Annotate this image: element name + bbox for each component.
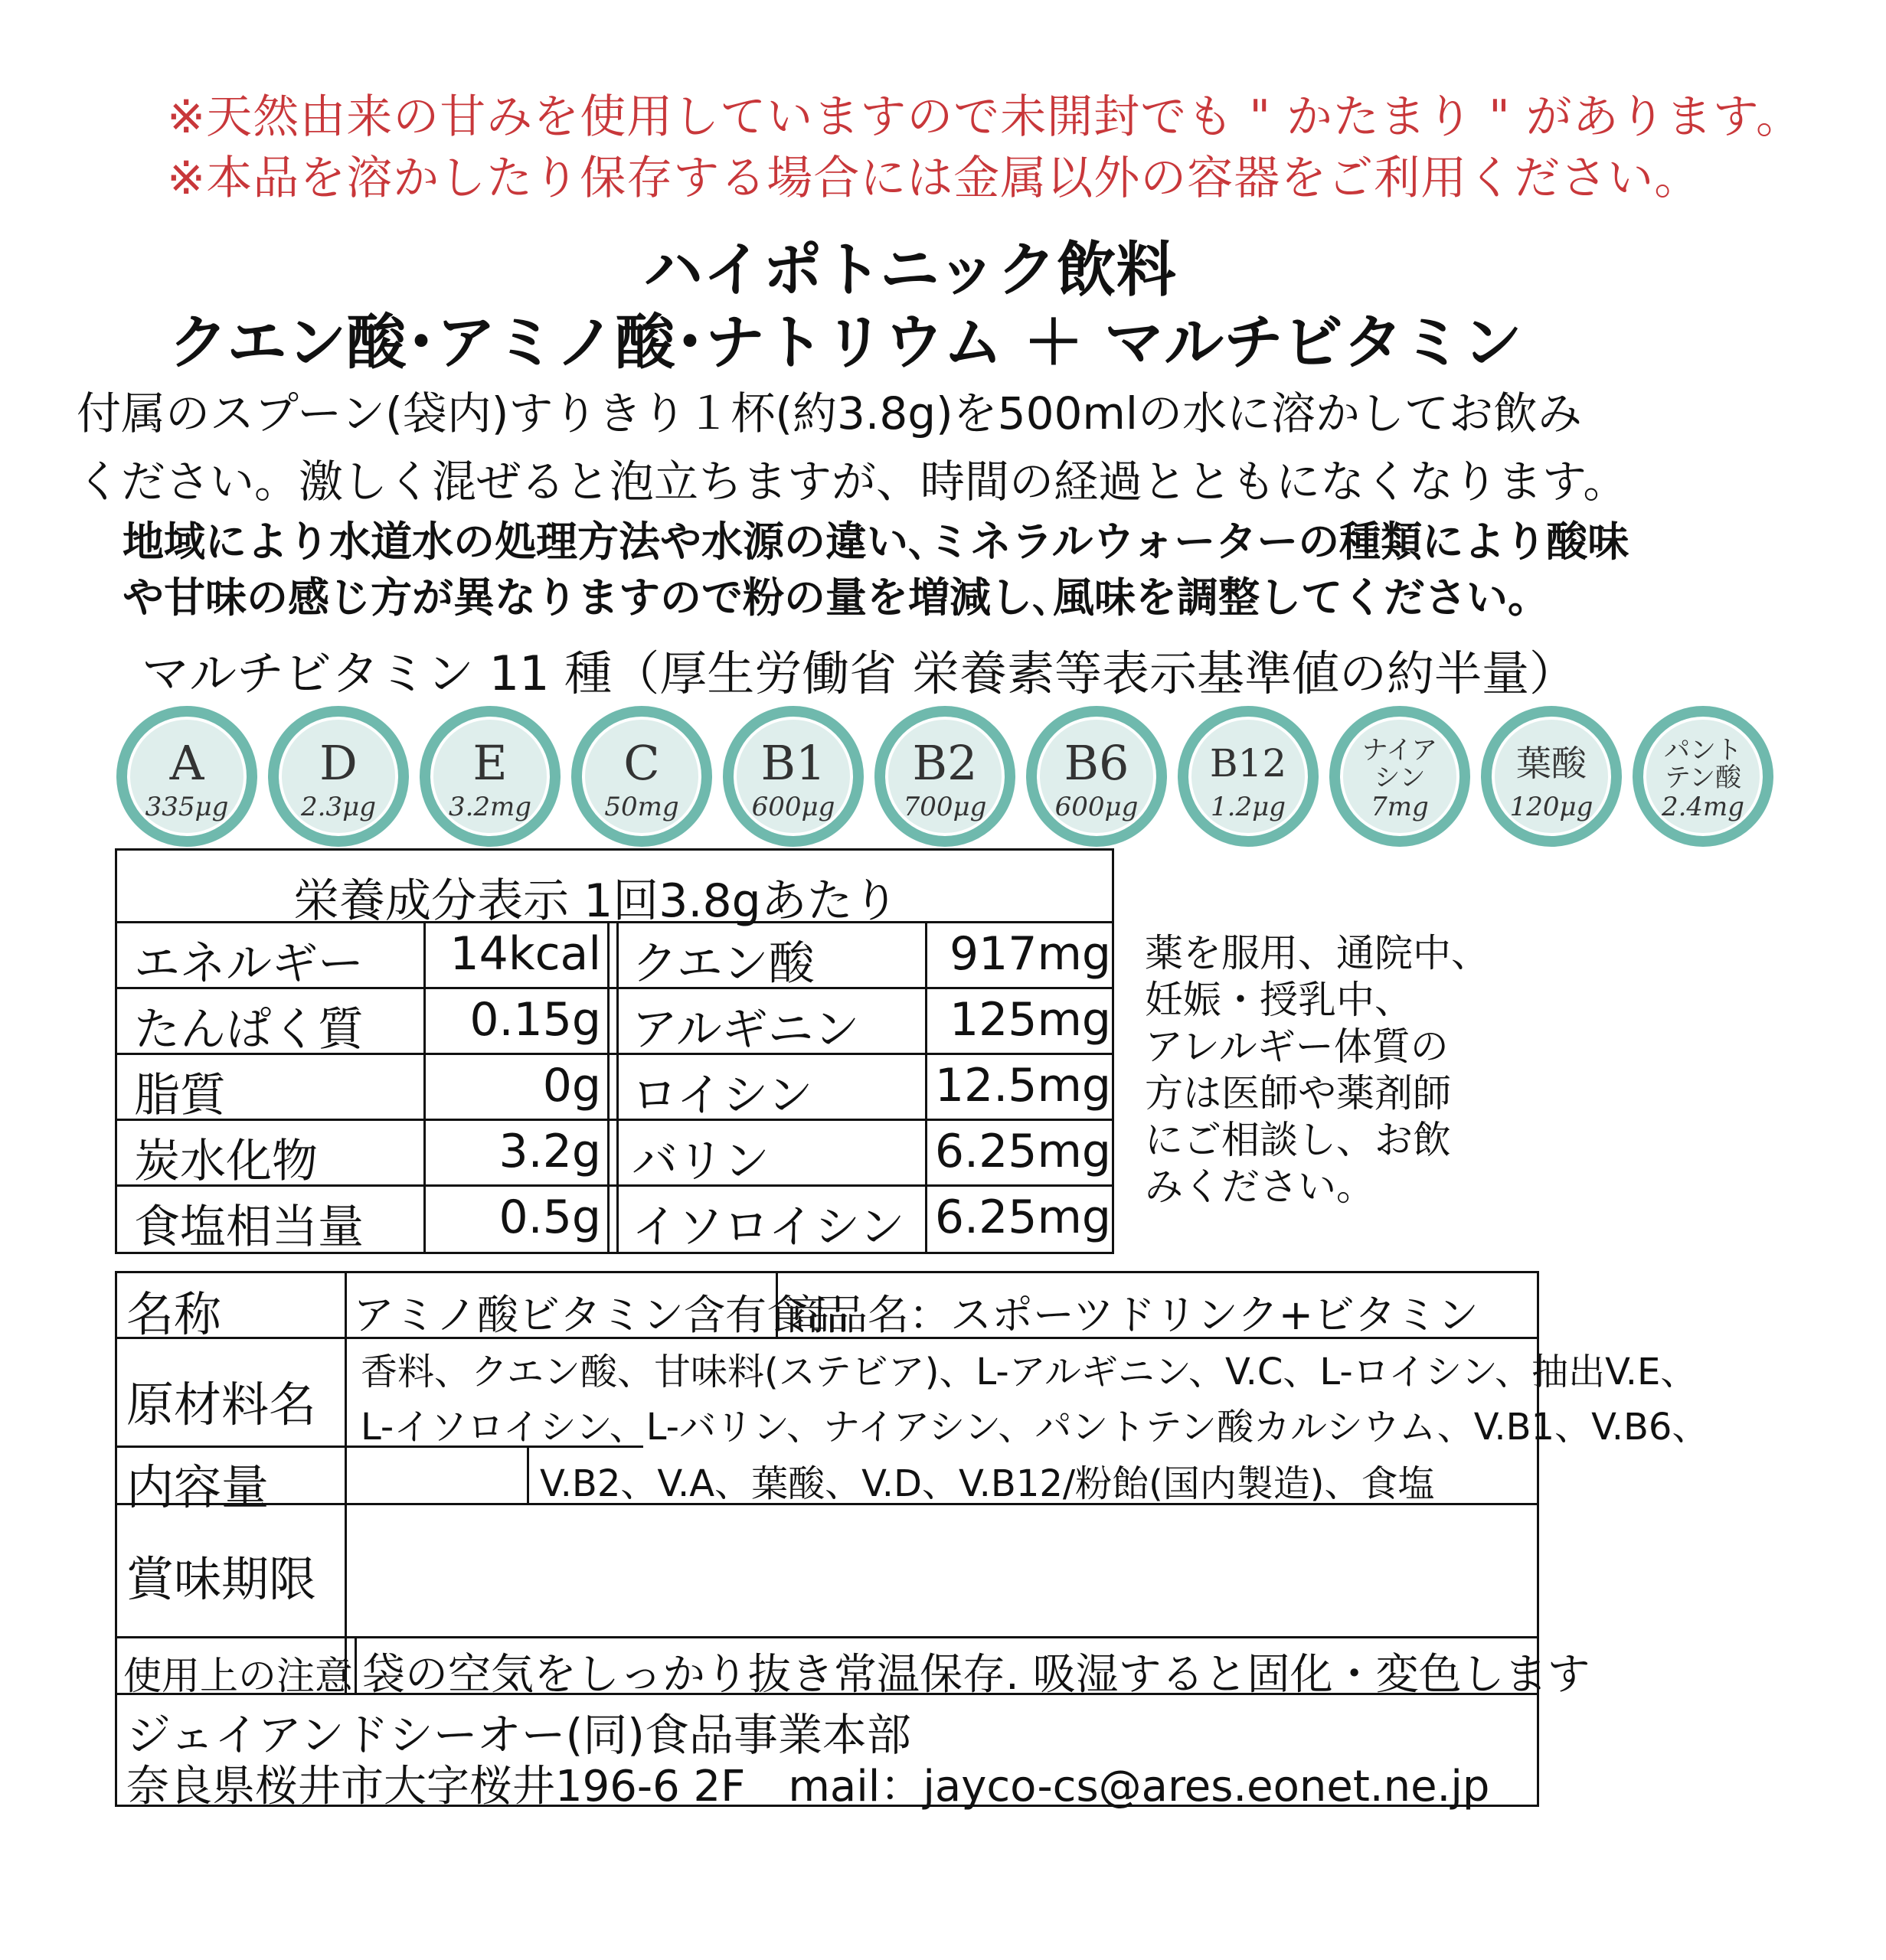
nutrient-label: たんぱく質 xyxy=(134,1003,364,1057)
vitamin-name: A xyxy=(169,735,204,791)
nutrient-label: バリン xyxy=(632,1135,770,1188)
vitamin-name: B1 xyxy=(760,735,826,791)
company-name: ジェイアンドシーオー(同)食品事業本部 xyxy=(126,1709,911,1761)
vitamin-badge-b12 xyxy=(1178,706,1319,847)
product-title: ハイポトニック飲料 xyxy=(643,236,1176,305)
side-note-line: 妊娠・授乳中、 xyxy=(1145,978,1413,1022)
caution-value: 袋の空気をしっかり抜き常温保存. 吸湿すると固化・変色します xyxy=(362,1650,1590,1700)
caution-label: 使用上の注意 xyxy=(123,1654,353,1698)
vitamin-badge-folic-acid xyxy=(1481,706,1622,847)
nutrient-value: 917mg xyxy=(949,927,1111,981)
vitamin-amount: 600μg xyxy=(1054,792,1139,822)
side-note-line: にご相談し、お飲 xyxy=(1145,1118,1451,1162)
ingredients-line-3: V.B2、V.A、葉酸、V.D、V.B12/粉飴(国内製造)、食塩 xyxy=(540,1462,1435,1505)
product-name: 商品名：スポーツドリンク+ビタミン xyxy=(785,1291,1479,1339)
nutrient-label: イソロイシン xyxy=(632,1200,905,1254)
vitamin-name: ナイア シン xyxy=(1361,735,1438,793)
vitamin-amount: 7mg xyxy=(1371,792,1429,822)
vitamin-badge-c xyxy=(571,706,712,847)
vitamin-badge-e xyxy=(420,706,561,847)
nutrient-label: アルギニン xyxy=(632,1003,860,1057)
ingredients-line-1: 香料、クエン酸、甘味料(ステビア)、L-アルギニン、V.C、L-ロイシン、抽出V.E、 xyxy=(361,1351,1698,1393)
nutrient-value: 6.25mg xyxy=(934,1125,1111,1178)
warning-line-2: ※本品を溶かしたり保存する場合には金属以外の容器をご利用ください。 xyxy=(167,152,1701,205)
vitamin-name: B6 xyxy=(1064,735,1129,791)
bold-note-line-2: や甘味の感じ方が異なりますので粉の量を増減し､風味を調整してください。 xyxy=(123,573,1549,622)
nutrient-value: 0.5g xyxy=(498,1191,601,1244)
nutrient-label: エネルギー xyxy=(134,937,364,991)
side-note-line: みください。 xyxy=(1145,1165,1374,1209)
side-note-line: 薬を服用、通院中、 xyxy=(1145,931,1489,975)
nutrient-label: 炭水化物 xyxy=(134,1135,318,1188)
vitamin-badge-b2 xyxy=(874,706,1015,847)
vitamin-name: 葉酸 xyxy=(1516,743,1587,784)
vitamin-amount: 3.2mg xyxy=(448,792,532,822)
vitamin-name: B2 xyxy=(912,735,978,791)
nutrient-value: 0.15g xyxy=(469,993,601,1047)
nutrient-value: 12.5mg xyxy=(934,1059,1111,1112)
content-label: 内容量 xyxy=(126,1459,270,1515)
bold-note-line-1: 地域により水道水の処理方法や水源の違い､ミネラルウォーターの種類により酸味 xyxy=(123,518,1629,566)
nutrition-table xyxy=(115,848,1114,1254)
vitamin-badge-a xyxy=(116,706,257,847)
product-info-table xyxy=(115,1271,1709,1811)
vitamin-name: B12 xyxy=(1209,741,1287,786)
name-label: 名称 xyxy=(126,1286,222,1342)
vitamin-amount: 120μg xyxy=(1509,792,1593,822)
nutrient-value: 0g xyxy=(542,1059,601,1112)
nutrient-label: 食塩相当量 xyxy=(134,1200,364,1254)
side-note-line: 方は医師や薬剤師 xyxy=(1145,1071,1451,1116)
expiry-label: 賞味期限 xyxy=(126,1551,317,1607)
instruction-line-1: 付属のスプーン(袋内)すりきり１杯(約3.8g)を500mlの水に溶かしてお飲み xyxy=(77,387,1582,439)
vitamin-amount: 700μg xyxy=(903,792,987,822)
vitamin-amount: 2.3μg xyxy=(301,792,376,822)
vitamin-badge-niacin xyxy=(1329,706,1470,847)
instruction-line-2: ください。激しく混ぜると泡立ちますが、時間の経過とともになくなります。 xyxy=(77,456,1628,508)
vitamin-name: パント テン酸 xyxy=(1664,735,1742,793)
vitamin-amount: 600μg xyxy=(751,792,835,822)
nutrient-label: ロイシン xyxy=(632,1069,813,1122)
nutrient-label: 脂質 xyxy=(134,1069,226,1122)
vitamin-title: マルチビタミン 11 種（厚生労働省 栄養素等表示基準値の約半量） xyxy=(142,645,1577,701)
vitamin-amount: 2.4mg xyxy=(1661,792,1745,822)
vitamin-amount: 1.2μg xyxy=(1211,792,1286,822)
ingredients-line-2: L-イソロイシン、L-バリン、ナイアシン、パントテン酸カルシウム、V.B1、V.B6、 xyxy=(361,1406,1709,1449)
vitamin-badge-b6 xyxy=(1026,706,1167,847)
warning-line-1: ※天然由来の甘みを使用していますので未開封でも " かたまり " があります。 xyxy=(167,90,1803,144)
nutrient-value: 3.2g xyxy=(498,1125,601,1178)
vitamin-amount: 50mg xyxy=(604,792,679,822)
nutrient-label: クエン酸 xyxy=(632,937,815,991)
vitamin-name: D xyxy=(319,735,358,791)
product-subtitle: クエン酸･アミノ酸･ナトリウム ＋ マルチビタミン xyxy=(168,309,1522,377)
nutrient-value: 14kcal xyxy=(449,927,601,981)
name-value: アミノ酸ビタミン含有食品 xyxy=(353,1291,849,1339)
vitamin-name: C xyxy=(623,735,660,791)
company-address: 奈良県桜井市大字桜井196-6 2F mail：jayco-cs@ares.eonet.ne.jp xyxy=(126,1762,1490,1811)
vitamin-badge-pantothenic-acid xyxy=(1633,706,1773,847)
nutrient-value: 125mg xyxy=(949,993,1111,1047)
vitamin-amount: 335μg xyxy=(145,792,229,822)
ingredients-label: 原材料名 xyxy=(126,1377,317,1432)
nutrition-header: 栄養成分表示 1回3.8gあたり xyxy=(293,874,899,928)
vitamin-name: E xyxy=(472,735,508,791)
vitamin-badge-b1 xyxy=(723,706,864,847)
nutrient-value: 6.25mg xyxy=(934,1191,1111,1244)
side-note-line: アレルギー体質の xyxy=(1145,1024,1449,1069)
vitamin-badge-d xyxy=(268,706,409,847)
